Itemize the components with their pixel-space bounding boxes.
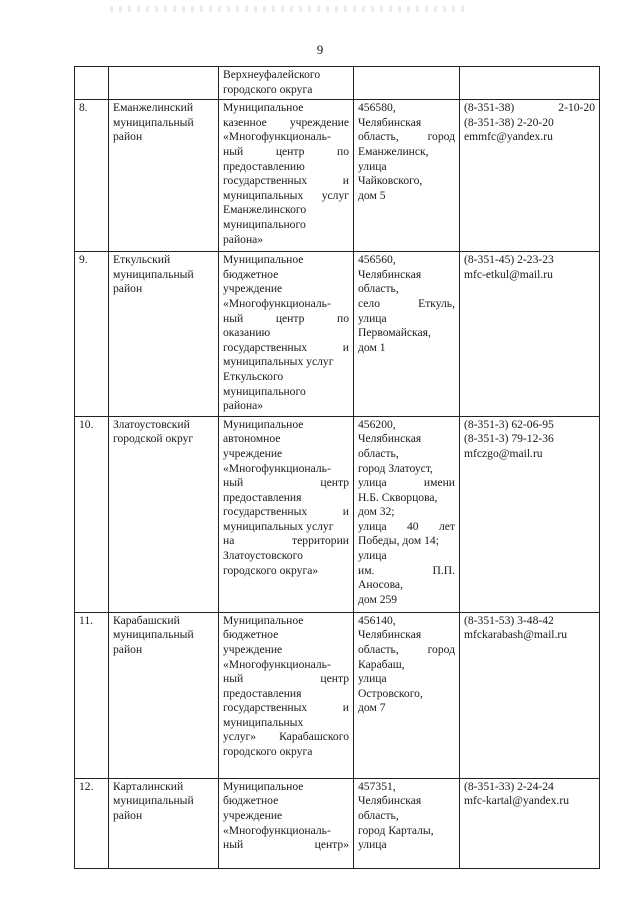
contact-line [464, 447, 595, 462]
address-line: им. П.П. [358, 563, 455, 577]
district-name-line: Карабашский [113, 613, 180, 627]
contacts-cell [460, 100, 600, 252]
address-line: область, [358, 446, 399, 460]
address-line: 456560, [358, 253, 396, 267]
address-line: город Златоуст, [358, 461, 433, 475]
email-address: emmfc@yandex.ru [464, 130, 553, 144]
row-number-cell [75, 100, 109, 252]
organization-name-line: предоставления [223, 490, 302, 504]
address-line: дом 5 [358, 188, 386, 202]
row-number-cell [75, 416, 109, 612]
address-line: 456200, [358, 417, 396, 431]
address-line: улица [358, 672, 387, 686]
contact-line [464, 432, 595, 447]
phone-number: (8-351-3) 79-12-36 [464, 432, 554, 446]
address-line: 456580, [358, 101, 396, 115]
contacts-cell [460, 612, 600, 778]
organization-name-line: городского округа» [223, 563, 319, 577]
organization-name-line: муниципальных услуг [223, 188, 349, 202]
contacts-cell [460, 416, 600, 612]
address-line: улица [358, 311, 387, 325]
organization-name-line: «Многофункциональ- [223, 461, 331, 475]
row-number: 12. [79, 779, 94, 793]
organization-name-line: учреждение [223, 282, 283, 296]
contact-line [464, 130, 595, 145]
organization-cell [219, 252, 354, 417]
organization-name-line: ный центр» [223, 838, 349, 852]
organization-cell [219, 612, 354, 778]
organization-name-line: «Многофункциональ- [223, 823, 331, 837]
address-line: Чайковского, [358, 174, 423, 188]
address-line: дом 32; [358, 505, 395, 519]
address-line: область, [358, 282, 399, 296]
organization-name-line: Муниципальное [223, 417, 304, 431]
organization-name-line: государственных и [223, 340, 349, 354]
district-name-line: муниципальный [113, 628, 194, 642]
phone-number: (8-351-3) 62-06-95 [464, 417, 554, 431]
address-line: Еманжелинск, [358, 144, 429, 158]
organization-name-line: муниципальных услуг [223, 519, 334, 533]
district-cell [109, 67, 219, 100]
address-cell [354, 100, 460, 252]
district-name-line: район [113, 282, 143, 296]
address-line: улица имени [358, 476, 455, 490]
address-line: Карабаш, [358, 657, 405, 671]
organization-name-line: услуг» Карабашского [223, 730, 349, 744]
contact-line [464, 628, 595, 643]
phone-number: 2-10-20 [558, 101, 595, 115]
organization-name-line: учреждение [223, 808, 283, 822]
contact-line [464, 418, 595, 433]
address-line: Челябинская [358, 628, 422, 642]
contact-line [464, 253, 595, 268]
district-name-line: муниципальный [113, 267, 194, 281]
organization-name-line: учреждение [223, 446, 283, 460]
organization-name-line: на территории [223, 534, 349, 548]
address-line: Челябинская [358, 432, 422, 446]
row-number: 10. [79, 417, 94, 431]
organization-name-line: учреждение [223, 642, 283, 656]
organization-name-line: Златоустовского [223, 549, 303, 563]
address-line: Челябинская [358, 115, 422, 129]
organization-name-line: бюджетное [223, 267, 279, 281]
organization-name-line: казенное учреждение [223, 115, 349, 129]
organization-name-line: Муниципальное [223, 253, 304, 267]
organization-name-line: государственных и [223, 505, 349, 519]
address-line: улица [358, 549, 387, 563]
organization-name-line: предоставления [223, 686, 302, 700]
address-line: село Еткуль, [358, 296, 455, 310]
address-line: улица [358, 838, 387, 852]
organization-name-line: предоставлению [223, 159, 305, 173]
organization-name-line: ный центр [223, 476, 349, 490]
phone-number: (8-351-38) 2-20-20 [464, 115, 554, 129]
organization-name-line: оказанию [223, 326, 271, 340]
address-line: 456140, [358, 613, 396, 627]
address-cell [354, 612, 460, 778]
address-cell [354, 778, 460, 868]
table-row [75, 100, 600, 252]
organization-cell [219, 67, 354, 100]
table-row [75, 612, 600, 778]
email-address: mfc-etkul@mail.ru [464, 267, 553, 281]
row-number: 11. [79, 613, 94, 627]
address-line: дом 7 [358, 701, 386, 715]
organization-name-line: государственных и [223, 174, 349, 188]
email-address: mfc-kartal@yandex.ru [464, 794, 569, 808]
table-body [75, 67, 600, 869]
organization-name-line: муниципального [223, 217, 306, 231]
address-line: Н.Б. Скворцова, [358, 490, 438, 504]
district-name-line: Еманжелинский [113, 101, 194, 115]
district-name-line: район [113, 642, 143, 656]
scan-artifact [110, 6, 470, 12]
phone-number: (8-351-45) 2-23-23 [464, 253, 554, 267]
organization-name-line: «Многофункциональ- [223, 657, 331, 671]
organization-cell [219, 100, 354, 252]
address-line: улица [358, 159, 387, 173]
organization-name-line: «Многофункциональ- [223, 296, 331, 310]
phone-number: (8-351-53) 3-48-42 [464, 613, 554, 627]
organization-name-line: муниципальных [223, 715, 304, 729]
organization-name-line: ный центр по [223, 144, 349, 158]
organization-name-line: района» [223, 232, 264, 246]
contact-line [464, 101, 595, 116]
address-cell [354, 67, 460, 100]
address-line: Челябинская [358, 267, 422, 281]
organization-name-line: автономное [223, 432, 281, 446]
address-cell [354, 416, 460, 612]
contacts-cell [460, 778, 600, 868]
organization-name-line: Муниципальное [223, 101, 304, 115]
district-name-line: муниципальный [113, 794, 194, 808]
district-name-line: Карталинский [113, 779, 184, 793]
district-cell [109, 100, 219, 252]
address-line: дом 1 [358, 340, 386, 354]
address-line: Островского, [358, 686, 423, 700]
table-row [75, 252, 600, 417]
email-address: mfczgo@mail.ru [464, 446, 543, 460]
address-line: улица 40 лет [358, 519, 455, 533]
district-cell [109, 778, 219, 868]
address-cell [354, 252, 460, 417]
organization-name-line: Верхнеуфалейского [223, 68, 321, 81]
organization-cell [219, 416, 354, 612]
district-cell [109, 252, 219, 417]
organization-name-line: Муниципальное [223, 779, 304, 793]
organization-name-line: городского округа [223, 745, 313, 759]
address-line: 457351, [358, 779, 396, 793]
organization-name-line: Муниципальное [223, 613, 304, 627]
phone-number: (8-351-33) 2-24-24 [464, 779, 554, 793]
address-line: Аносова, [358, 578, 403, 592]
organization-name-line: Еманжелинского [223, 203, 307, 217]
row-number: 9. [79, 253, 88, 267]
address-line: Челябинская [358, 794, 422, 808]
address-line: дом 259 [358, 592, 398, 606]
table-row [75, 778, 600, 868]
address-line: город Карталы, [358, 823, 434, 837]
address-line: Победы, дом 14; [358, 534, 439, 548]
district-name-line: район [113, 808, 143, 822]
organization-name-line: ный центр [223, 672, 349, 686]
organization-name-line: ный центр по [223, 311, 349, 325]
mfc-registry-table [74, 66, 600, 869]
organization-name-line: муниципальных услуг [223, 355, 334, 369]
contact-line [464, 116, 595, 131]
contacts-cell [460, 252, 600, 417]
organization-name-line: бюджетное [223, 794, 279, 808]
contact-line [464, 780, 595, 795]
district-cell [109, 416, 219, 612]
address-line: область, город [358, 130, 455, 144]
district-name-line: район [113, 130, 143, 144]
organization-name-line: Еткульского [223, 369, 284, 383]
row-number: 8. [79, 101, 88, 115]
phone-number: (8-351-38) [464, 101, 515, 115]
row-number-cell [75, 67, 109, 100]
address-line: область, [358, 808, 399, 822]
organization-cell [219, 778, 354, 868]
row-number-cell [75, 252, 109, 417]
contact-line [464, 614, 595, 629]
contact-line [464, 794, 595, 809]
organization-name-line: «Многофункциональ- [223, 130, 331, 144]
organization-name-line: государственных и [223, 701, 349, 715]
email-address: mfckarabash@mail.ru [464, 628, 568, 642]
page-number: 9 [316, 42, 324, 57]
table-row [75, 67, 600, 100]
address-line: Первомайская, [358, 326, 431, 340]
district-cell [109, 612, 219, 778]
district-name-line: муниципальный [113, 115, 194, 129]
organization-name-line: района» [223, 399, 264, 413]
row-number-cell [75, 612, 109, 778]
contacts-cell [460, 67, 600, 100]
district-name-line: Златоустовский [113, 417, 190, 431]
district-name-line: городской округ [113, 432, 194, 446]
organization-name-line: муниципального [223, 384, 306, 398]
table-row [75, 416, 600, 612]
organization-name-line: городского округа [223, 82, 313, 96]
address-line: область, город [358, 642, 455, 656]
organization-name-line: бюджетное [223, 628, 279, 642]
district-name-line: Еткульский [113, 253, 171, 267]
contact-line [464, 268, 595, 283]
row-number-cell [75, 778, 109, 868]
